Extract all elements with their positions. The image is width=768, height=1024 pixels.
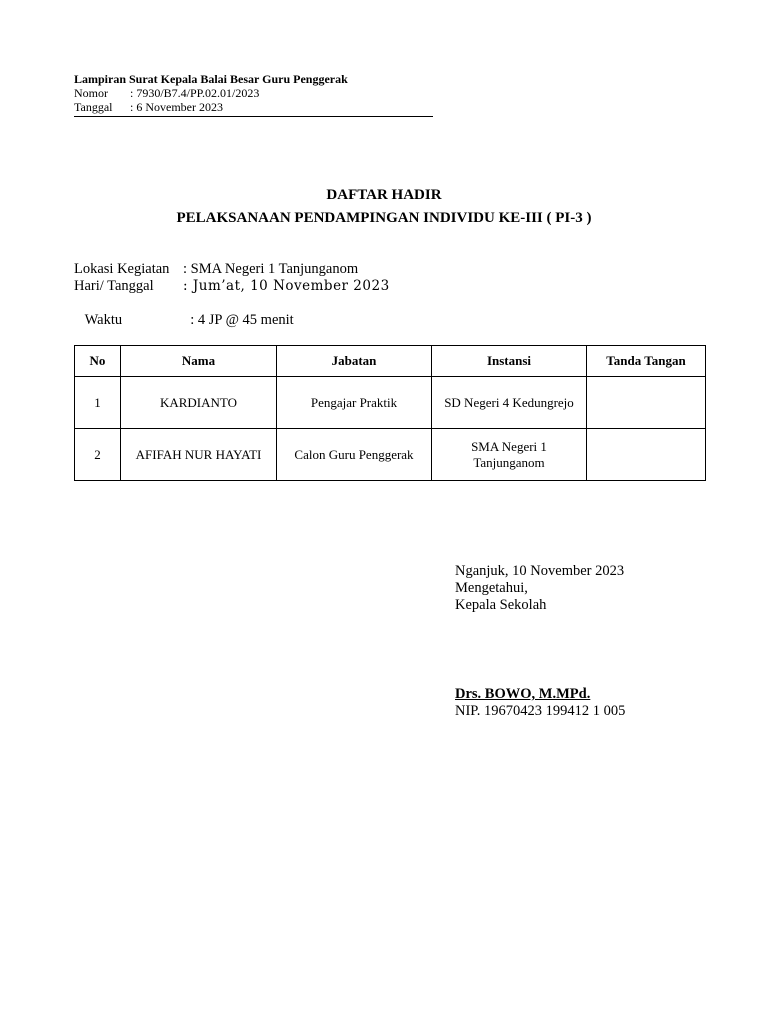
cell-institution bbox=[432, 429, 587, 481]
signatory-name: Drs. BOWO, M.MPd. bbox=[455, 686, 591, 702]
cell-name: AFIFAH NUR HAYATI bbox=[121, 429, 277, 481]
cell-no: 2 bbox=[75, 429, 121, 481]
institution-line-1: SD Negeri 4 Kedungrejo bbox=[444, 394, 574, 410]
header-position: Jabatan bbox=[277, 346, 432, 377]
letter-number-row bbox=[74, 86, 259, 100]
signature-place-date: Nganjuk, 10 November 2023 bbox=[455, 563, 625, 579]
cell-signature bbox=[587, 429, 706, 481]
info-location-row bbox=[74, 261, 358, 278]
info-day-date-row bbox=[74, 278, 390, 295]
day-date-label: Hari/ Tanggal bbox=[74, 278, 154, 294]
institution-line-1: SMA Negeri 1 bbox=[471, 438, 547, 454]
header-institution: Instansi bbox=[432, 346, 587, 377]
table-row bbox=[75, 377, 706, 429]
letter-number-label: Nomor bbox=[74, 86, 108, 100]
location-label: Lokasi Kegiatan bbox=[74, 261, 170, 277]
info-time-row bbox=[74, 295, 294, 329]
time-label: Waktu bbox=[81, 312, 123, 328]
signatory-nip: NIP. 19670423 199412 1 005 bbox=[455, 703, 626, 719]
letter-number-value: : 7930/B7.4/PP.02.01/2023 bbox=[130, 86, 260, 100]
letter-date-label: Tanggal bbox=[74, 100, 113, 114]
location-value: : SMA Negeri 1 Tanjunganom bbox=[183, 261, 359, 277]
cell-name: KARDIANTO bbox=[121, 377, 277, 429]
time-value: : 4 JP @ 45 menit bbox=[190, 312, 294, 328]
table-row bbox=[75, 429, 706, 481]
institution-line-2: Tanjunganom bbox=[473, 454, 545, 470]
cell-position: Calon Guru Penggerak bbox=[277, 429, 432, 481]
cell-position: Pengajar Praktik bbox=[277, 377, 432, 429]
attendance-table bbox=[74, 345, 706, 481]
letter-date-row bbox=[74, 100, 223, 114]
document-title: DAFTAR HADIR bbox=[326, 187, 442, 203]
signature-position: Kepala Sekolah bbox=[455, 597, 547, 613]
cell-signature bbox=[587, 377, 706, 429]
signature-acknowledge: Mengetahui, bbox=[455, 580, 528, 596]
header-no: No bbox=[75, 346, 121, 377]
cell-no: 1 bbox=[75, 377, 121, 429]
header-divider bbox=[74, 116, 433, 117]
header-name: Nama bbox=[121, 346, 277, 377]
letter-date-value: : 6 November 2023 bbox=[130, 100, 223, 114]
attachment-title: Lampiran Surat Kepala Balai Besar Guru Penggerak bbox=[74, 72, 348, 86]
table-header-row bbox=[75, 346, 706, 377]
document-subtitle: PELAKSANAAN PENDAMPINGAN INDIVIDU KE-III ( PI-3 ) bbox=[176, 210, 592, 226]
day-date-value: : Jum’at, 10 November 2023 bbox=[183, 278, 390, 294]
cell-institution bbox=[432, 377, 587, 429]
header-signature: Tanda Tangan bbox=[587, 346, 706, 377]
